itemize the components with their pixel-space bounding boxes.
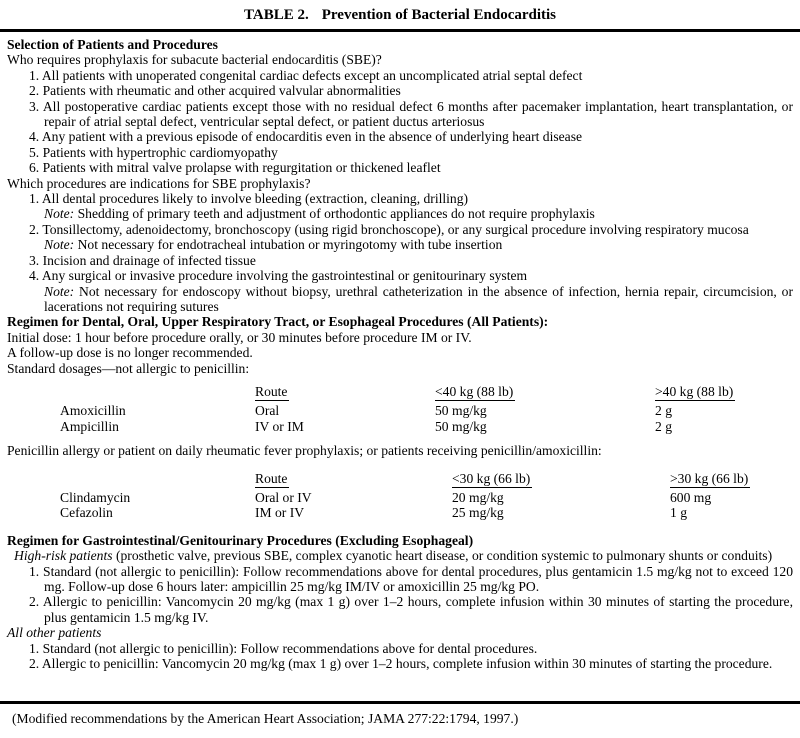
all-other-item: [7, 641, 793, 656]
header-text: >30 kg (66 lb): [670, 471, 750, 488]
table-title-text: Prevention of Bacterial Endocarditis: [321, 7, 557, 23]
item-number: 6.: [29, 160, 40, 176]
note-label: Note:: [44, 283, 75, 299]
cell-low-dose: 25 mg/kg: [452, 505, 504, 521]
table-row: [60, 403, 793, 418]
table-row: [60, 419, 793, 434]
patient-item: [7, 145, 793, 160]
header-route: [255, 384, 435, 401]
patient-item: [7, 99, 793, 130]
item-number: 1.: [29, 640, 40, 656]
cell-route: IV or IM: [255, 418, 304, 434]
cell-high-dose: 600 mg: [670, 489, 712, 505]
question-patient-prophylaxis: Who requires prophylaxis for subacute bacterial endocarditis (SBE)?: [7, 52, 382, 68]
patient-item: [7, 129, 793, 144]
procedure-note: [7, 284, 793, 315]
cell-high-dose: 2 g: [655, 403, 672, 419]
item-number: 1.: [29, 191, 40, 207]
table-header-row: [60, 384, 793, 401]
empty-header-cell: [60, 471, 255, 488]
item-number: 3.: [29, 252, 40, 268]
cell-drug: Clindamycin: [60, 489, 131, 505]
table-body: [0, 32, 800, 671]
procedure-item: [7, 191, 793, 206]
item-number: 4.: [29, 268, 40, 284]
footnote-citation: (Modified recommendations by the American Heart Association; JAMA 277:22:1794, 1997.): [12, 711, 519, 726]
cell-route: IM or IV: [255, 505, 305, 521]
cell-route: Oral or IV: [255, 489, 312, 505]
cell-high-dose: 1 g: [670, 505, 687, 521]
procedure-item: [7, 268, 793, 283]
item-number: 2.: [29, 656, 40, 672]
high-risk-label: High-risk patients: [14, 548, 113, 564]
table-footer: [0, 701, 800, 726]
cell-low-dose: 50 mg/kg: [435, 418, 487, 434]
header-text: <40 kg (88 lb): [435, 384, 515, 401]
procedure-note: [7, 206, 793, 221]
header-high-weight: [655, 384, 793, 401]
high-risk-text: (prosthetic valve, previous SBE, complex cyanotic heart disease, or condition systemic to pulmonary shunts or conduits): [115, 548, 773, 564]
heading-dental-regimen: Regimen for Dental, Oral, Upper Respiratory Tract, or Esophageal Procedures (All Patients):: [7, 314, 549, 330]
allergy-dose-table: [60, 471, 793, 521]
table-row: [60, 505, 793, 520]
cell-drug: Amoxicillin: [60, 403, 126, 419]
note-text: Not necessary for endoscopy without biopsy, urethral catheterization in the absence of infection, hernia repair, circumcision, or lacerations not requiring sutures: [44, 283, 793, 314]
item-number: 2.: [29, 221, 40, 237]
header-text: Route: [255, 471, 289, 488]
empty-header-cell: [60, 384, 255, 401]
patient-item: [7, 83, 793, 98]
followup-line: A follow-up dose is no longer recommended.: [7, 345, 253, 361]
note-text: Not necessary for endotracheal intubation or myringotomy with tube insertion: [77, 237, 503, 253]
note-text: Shedding of primary teeth and adjustment of orthodontic appliances do not require prophylaxis: [77, 206, 595, 222]
penicillin-allergy-intro: Penicillin allergy or patient on daily rheumatic fever prophylaxis; or patients receiving penicillin/amoxicillin:: [7, 443, 602, 459]
procedure-note: [7, 237, 793, 252]
table-title: [0, 0, 800, 24]
item-text: All postoperative cardiac patients except those with no residual defect 6 months after pacemaker implantation, heart transplantation, or repair of atrial septal defect, ventricular septal defect, or patient ductus arteriosus: [42, 98, 793, 130]
note-label: Note:: [44, 206, 75, 222]
item-text: Standard (not allergic to penicillin): Follow recommendations above for dental procedures, plus gentamicin 1.5 mg/kg not to exceed 120 mg. Follow-up dose 6 hours later: ampicillin 25 mg/kg IM/IV or amoxicillin 25 mg/kg PO.: [43, 563, 793, 594]
high-risk-item: [7, 564, 793, 595]
cell-low-dose: 50 mg/kg: [435, 403, 487, 419]
header-text: <30 kg (66 lb): [452, 471, 532, 488]
item-text: Any surgical or invasive procedure involving the gastrointestinal or genitourinary system: [41, 268, 528, 284]
high-risk-item: [7, 594, 793, 625]
header-low-weight: [452, 471, 670, 488]
patient-item: [7, 160, 793, 175]
high-risk-paragraph: [7, 548, 793, 563]
item-text: Standard (not allergic to penicillin): Follow recommendations above for dental procedures.: [42, 640, 538, 656]
cell-drug: Cefazolin: [60, 505, 113, 521]
item-number: 5.: [29, 144, 40, 160]
item-number: 2.: [29, 83, 40, 99]
standard-dosages-line: Standard dosages—not allergic to penicillin:: [7, 360, 250, 376]
question-procedure-indications: Which procedures are indications for SBE prophylaxis?: [7, 175, 311, 191]
item-text: Any patient with a previous episode of endocarditis even in the absence of underlying heart disease: [41, 129, 583, 145]
cell-low-dose: 20 mg/kg: [452, 489, 504, 505]
cell-route: Oral: [255, 403, 280, 419]
item-number: 3.: [29, 98, 40, 114]
item-text: All dental procedures likely to involve bleeding (extraction, cleaning, drilling): [41, 191, 469, 207]
header-high-weight: [670, 471, 793, 488]
item-text: Incision and drainage of infected tissue: [42, 252, 256, 268]
standard-dose-table: [60, 384, 793, 434]
table-header-row: [60, 471, 793, 488]
item-number: 1.: [29, 563, 40, 579]
header-text: Route: [255, 384, 289, 401]
item-text: Allergic to penicillin: Vancomycin 20 mg/kg (max 1 g) over 1–2 hours, complete infusion within 30 minutes of starting the procedure.: [41, 656, 773, 672]
item-text: Allergic to penicillin: Vancomycin 20 mg/kg (max 1 g) over 1–2 hours, complete infusion within 30 minutes of starting the procedure, plus gentamicin 1.5 mg/kg IV.: [42, 594, 793, 625]
heading-gi-regimen: Regimen for Gastrointestinal/Genitourinary Procedures (Excluding Esophageal): [7, 532, 474, 548]
procedure-item: [7, 222, 793, 237]
header-low-weight: [435, 384, 655, 401]
item-text: Patients with hypertrophic cardiomyopathy: [42, 144, 278, 160]
item-text: Patients with rheumatic and other acquired valvular abnormalities: [42, 83, 401, 99]
cell-drug: Ampicillin: [60, 418, 119, 434]
item-text: Patients with mitral valve prolapse with regurgitation or thickened leaflet: [42, 160, 441, 176]
item-number: 4.: [29, 129, 40, 145]
patient-item: [7, 68, 793, 83]
table-row: [60, 490, 793, 505]
header-text: >40 kg (88 lb): [655, 384, 735, 401]
initial-dose-line: Initial dose: 1 hour before procedure orally, or 30 minutes before procedure IM or IV.: [7, 329, 472, 345]
note-label: Note:: [44, 237, 75, 253]
cell-high-dose: 2 g: [655, 418, 672, 434]
item-number: 1.: [29, 67, 40, 83]
item-text: All patients with unoperated congenital cardiac defects except an uncomplicated atrial septal defect: [41, 67, 583, 83]
all-other-patients-label: All other patients: [7, 625, 102, 641]
procedure-item: [7, 253, 793, 268]
item-number: 2.: [29, 594, 40, 610]
header-route: [255, 471, 452, 488]
item-text: Tonsillectomy, adenoidectomy, bronchoscopy (using rigid bronchoscope), or any surgical procedure involving respiratory mucosa: [42, 221, 749, 237]
heading-selection: Selection of Patients and Procedures: [7, 37, 218, 52]
all-other-item: [7, 656, 793, 671]
table-number-label: TABLE 2.: [243, 7, 309, 23]
